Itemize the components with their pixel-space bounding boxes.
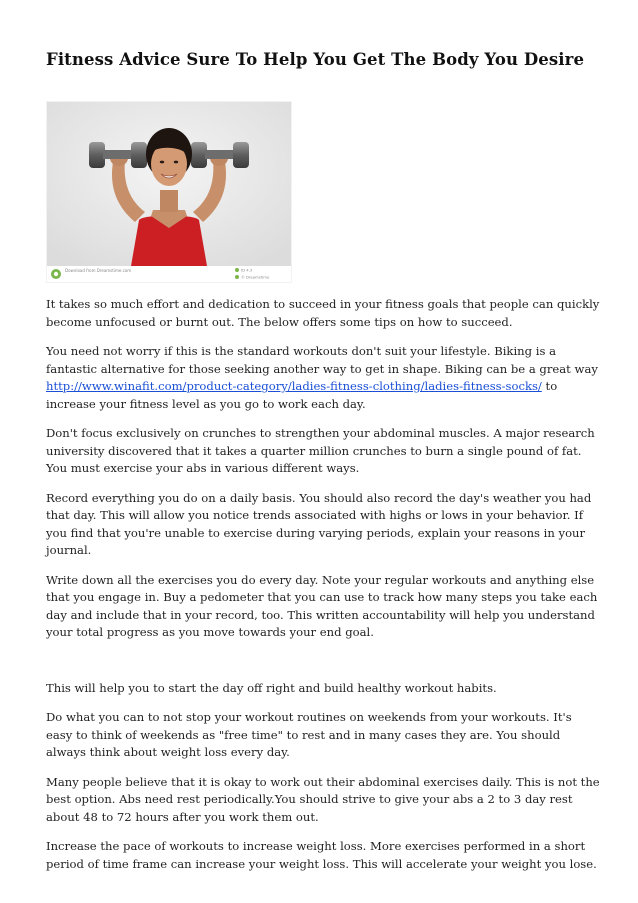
article-body <box>46 296 600 885</box>
image-footer-right-2: © Dreamstime <box>241 274 270 280</box>
paragraph-8: Many people believe that it is okay to work out their abdominal exercises daily. This is not the best option. Abs need rest periodically.You should strive to give your abs a 2 to 3 day rest about 48 to 72 hours after you work them out. <box>46 774 600 824</box>
paragraph-5: Write down all the exercises you do every day. Note your regular workouts and anything else that you engage in. Buy a pedometer that you can use to track how many steps you take each day and include that in your record, too. This written accountability will help you understand your total progress as you move towards your end goal. <box>46 572 598 639</box>
page-title: Fitness Advice Sure To Help You Get The Body You Desire <box>46 50 585 69</box>
paragraph-2-text-before: You need not worry if this is the standard workouts don't suit your lifestyle. Biking is a fantastic alternative for those seeking another way to get in shape. Biking can be a great way <box>46 344 598 376</box>
paragraph-6: This will help you to start the day off right and build healthy workout habits. <box>46 680 497 695</box>
image-footer-right-1: ID 4.3 <box>241 267 253 273</box>
photo-illustration <box>47 102 291 282</box>
paragraph-9: Increase the pace of workouts to increase weight loss. More exercises performed in a short period of time frame can increase your weight loss. This will accelerate your weight you lose. <box>46 839 597 871</box>
paragraph-2 <box>46 343 600 413</box>
woman-with-dumbbells-photo <box>46 101 292 283</box>
paragraph-2-text-after: to increase your fitness level as you go to work each day. <box>46 379 558 411</box>
paragraph-3: Don't focus exclusively on crunches to strengthen your abdominal muscles. A major research university discovered that it takes a quarter million crunches to burn a single pound of fat. You must exercise your abs in various different ways. <box>46 426 595 475</box>
paragraph-7: Do what you can to not stop your workout routines on weekends from your workouts. It's easy to think of weekends as "free time" to rest and in many cases they are. You should always think about weight loss every day. <box>46 710 572 759</box>
socks-product-link[interactable]: http://www.winafit.com/product-category/ladies-fitness-clothing/ladies-fitness-socks/ <box>46 379 542 393</box>
image-footer-left: Download from Dreamstime.com <box>65 268 132 273</box>
paragraph-4: Record everything you do on a daily basis. You should also record the day's weather you had that day. This will allow you notice trends associated with highs or lows in your behavior. If you find that you're unable to exercise during varying periods, explain your reasons in your journal. <box>46 490 592 557</box>
paragraph-1: It takes so much effort and dedication to succeed in your fitness goals that people can quickly become unfocused or burnt out. The below offers some tips on how to succeed. <box>46 297 600 329</box>
